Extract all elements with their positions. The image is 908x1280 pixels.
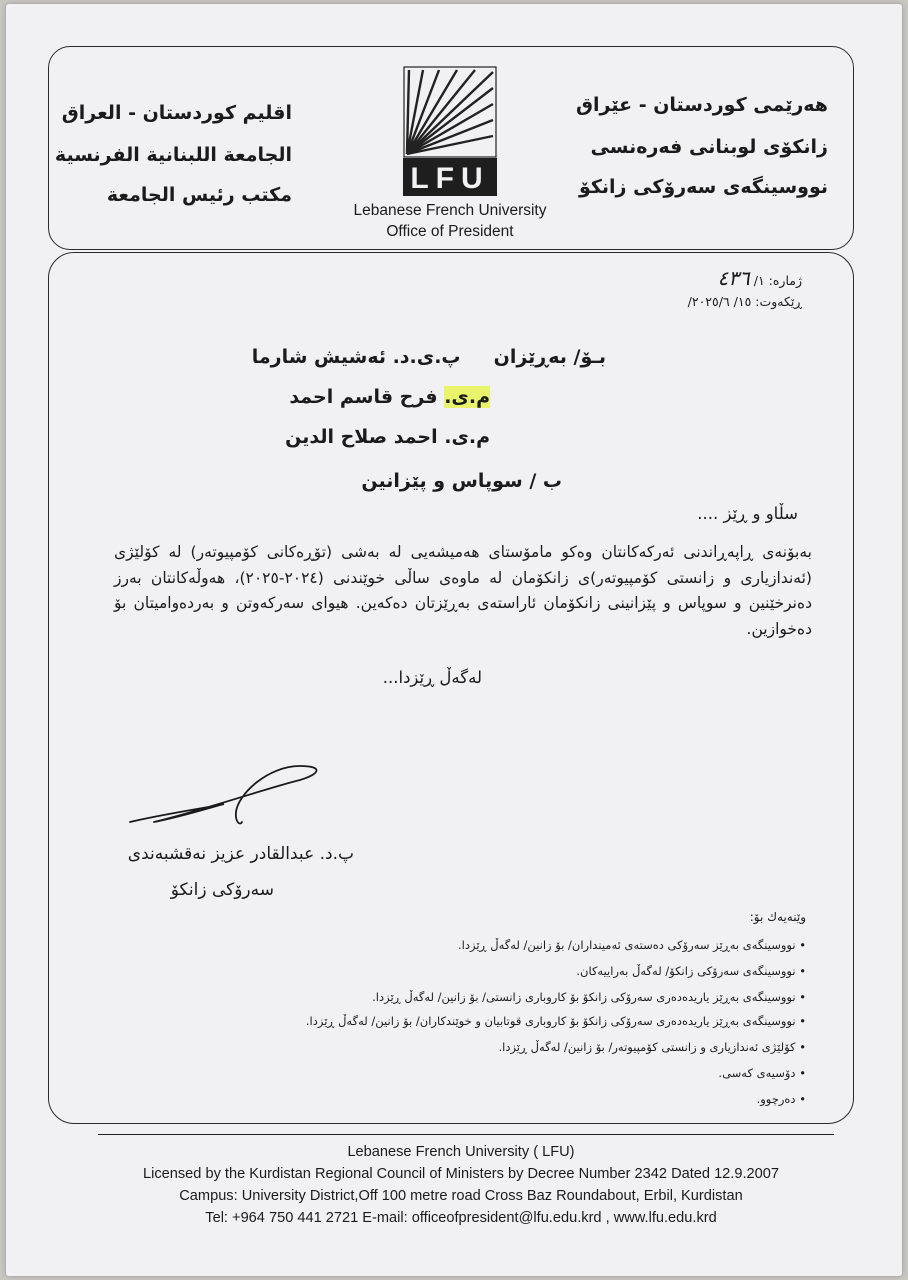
kurdish-university: زانكۆی لوبنانی فەرەنسی [590,136,828,158]
arabic-region: اقليم كوردستان - العراق [61,102,292,124]
to-label: بـۆ/ بەڕێزان [493,346,606,368]
signatory-title: سەرۆكی زانكۆ [170,880,274,900]
greeting: سڵاو و ڕێز .... [697,504,798,523]
sunburst-logo-icon [403,66,497,198]
reference-date-label: ڕێكەوت: ١٥/ [733,294,802,309]
signature-mark [124,764,334,834]
footer-campus: Campus: University District,Off 100 metre road Cross Baz Roundabout, Erbil, Kurdistan [179,1188,743,1204]
addressee-line-1 [252,346,606,368]
footer-rule [98,1134,834,1135]
closing: لەگەڵ ڕێزدا... [382,668,482,687]
subject-line: ب / سوپاس و پێزانین [361,470,562,492]
arabic-office: مكتب رئيس الجامعة [106,184,292,206]
letter-sheet [6,4,902,1276]
kurdish-region: هەرێمی كوردستان - عێراق [576,94,828,116]
addressee-name-1: پ.ى.د. ئەشیش شارما [251,346,461,368]
cc-item: • دەرچوو. [756,1092,806,1106]
cc-item: • كۆلێژی ئەندازیاری و زانستی كۆمپیوتەر/ بۆ زانین/ لەگەڵ ڕێزدا. [498,1040,806,1054]
body-paragraph: بەبۆنەی ڕاپەڕاندنی ئەركەكانتان وەكو مامۆستای هەمیشەیی لە بەشی (تۆڕەكانی كۆمپیوتەر) لە كۆلێژی (ئەندازیاری و زانستی كۆمپیوتەر)ی زانكۆمان لە ماوەی ساڵی خوێندنی (٢٠٢٤-٢٠٢٥)، هەوڵەكانتان بەرز دەنرخێنین و سوپاس و پێزانینی زانكۆمان ئاراستەی بەڕێزتان دەكەین. هیوای سەركەوتن و بەردەوامیتان بۆ دەخوازین. [114,543,812,638]
logo-text: LFU [410,162,490,195]
reference-number [718,266,802,290]
addressee-line-3: م.ى. احمد صلاح الدين [285,426,490,448]
lfu-logo [403,66,497,198]
highlighted-title: م.ى. [444,386,490,408]
office-name-en: Office of President [386,223,514,240]
reference-date [688,294,802,309]
signatory-name: پ.د. عبدالقادر عزیز نەقشبەندی [127,844,354,864]
reference-date-value: ٢٠٢٥/٦/ [687,294,730,309]
footer-university: Lebanese French University ( LFU) [347,1144,575,1160]
footer-contact: Tel: +964 750 441 2721 E-mail: officeofpresident@lfu.edu.krd , www.lfu.edu.krd [205,1210,717,1226]
university-name-en: Lebanese French University [353,202,547,219]
kurdish-office: نووسینگەی سەرۆكی زانكۆ [578,176,828,198]
cc-label: وێنەیەك بۆ: [749,910,806,924]
cc-item: • دۆسیەی كەسی. [718,1066,806,1080]
reference-number-label: ژمارە: ١/ [753,273,802,288]
cc-item: • نووسینگەی بەڕێز یاریدەدەری سەرۆكی زانكۆ بۆ كاروباری قوتابیان و خوێندكاران/ بۆ زانین/ لەگەڵ ڕێزدا. [305,1014,806,1028]
addressee-line-2 [289,386,490,408]
arabic-university: الجامعة اللبنانية الفرنسية [54,144,292,166]
cc-item: • نووسینگەی بەڕێز یاریدەدەری سەرۆكی زانكۆ بۆ كاروباری زانستی/ بۆ زانین/ لەگەڵ ڕێزدا. [372,990,806,1004]
footer-license: Licensed by the Kurdistan Regional Council of Ministers by Decree Number 2342 Dated 12.9.2007 [142,1166,779,1182]
reference-number-value: ٤٣٦ [717,266,750,290]
cc-item: • نووسینگەی سەرۆكی زانكۆ/ لەگەڵ بەراییەكان. [576,964,806,978]
cc-item: • نووسینگەی بەڕێز سەرۆكی دەستەی ئەمینداران/ بۆ زانین/ لەگەڵ ڕێزدا. [458,938,806,952]
addressee-name-2: فرح قاسم احمد [289,386,445,408]
